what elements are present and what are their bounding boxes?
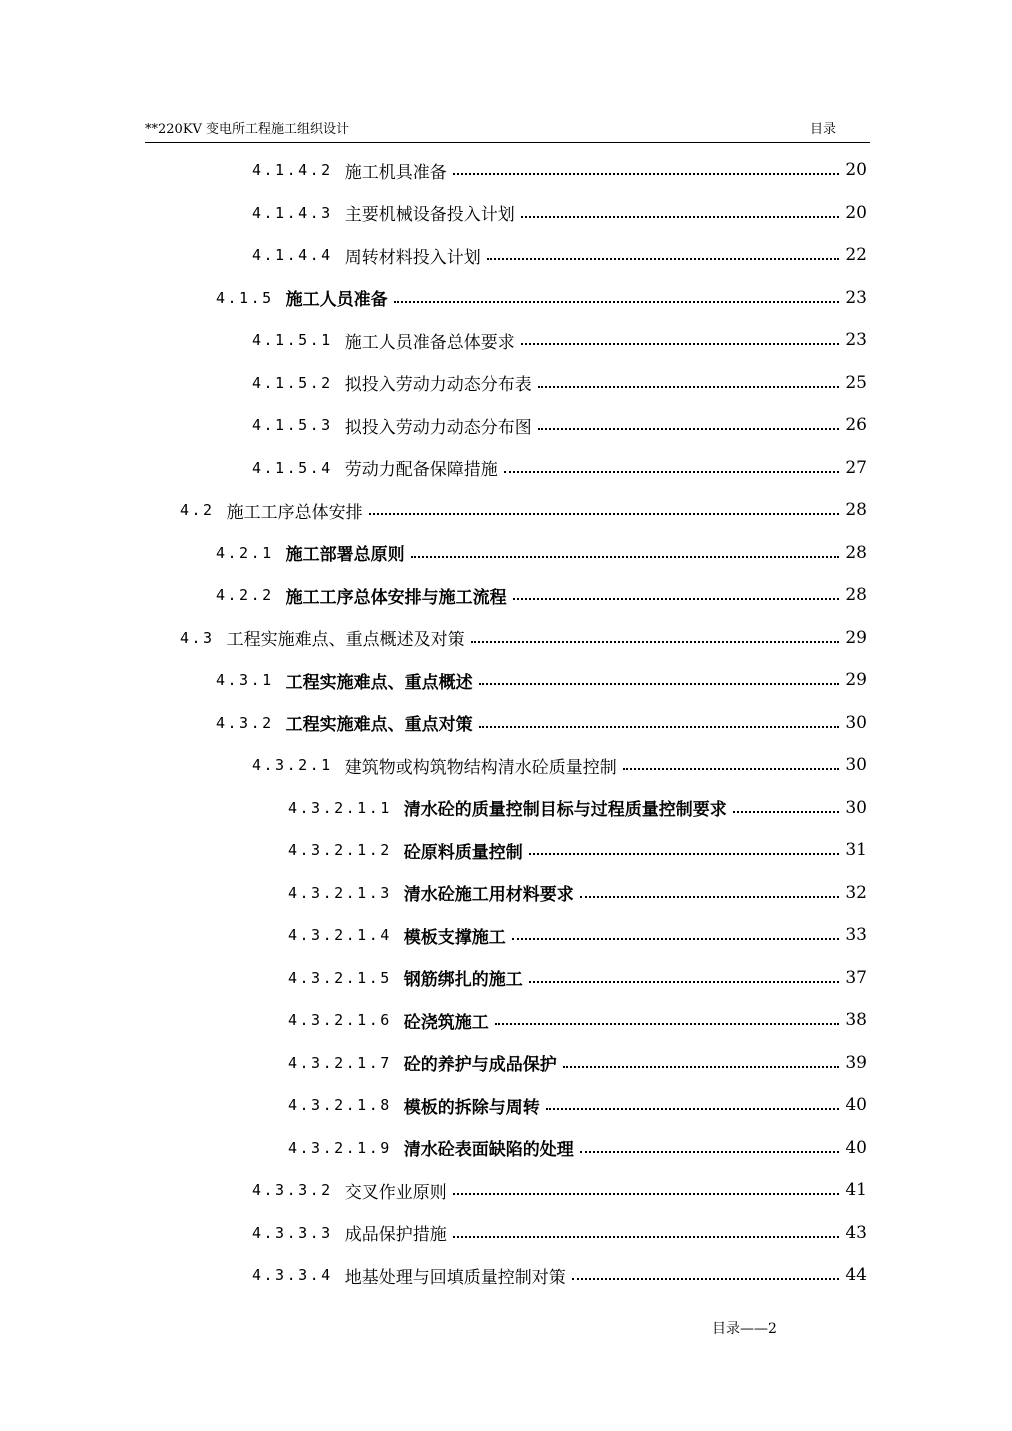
toc-page: 30 xyxy=(845,712,867,733)
toc-entry[interactable] xyxy=(180,489,867,532)
dot-leader xyxy=(411,556,839,558)
dot-leader xyxy=(487,258,839,260)
dot-leader xyxy=(453,173,839,175)
toc-number: 4.3.2.1.3 xyxy=(288,883,392,902)
toc-title: 施工工序总体安排与施工流程 xyxy=(285,587,507,608)
toc-entry[interactable] xyxy=(288,999,867,1042)
toc-entry[interactable] xyxy=(252,1254,867,1297)
toc-number: 4.1.5 xyxy=(216,288,274,307)
toc-title: 施工工序总体安排 xyxy=(226,502,363,523)
toc-number: 4.3.2.1.9 xyxy=(288,1138,392,1157)
dot-leader xyxy=(369,513,839,515)
toc-title: 地基处理与回填质量控制对策 xyxy=(344,1267,566,1288)
document-title: **220KV 变电所工程施工组织设计 xyxy=(145,122,350,137)
toc-page: 26 xyxy=(845,415,867,436)
toc-entry[interactable] xyxy=(216,702,867,745)
toc-number: 4.1.5.3 xyxy=(252,416,333,435)
toc-title: 成品保护措施 xyxy=(344,1225,447,1246)
toc-page: 32 xyxy=(845,882,867,903)
toc-title: 建筑物或构筑物结构清水砼质量控制 xyxy=(344,757,617,778)
toc-title: 钢筋绑扎的施工 xyxy=(403,970,523,991)
toc-entry[interactable] xyxy=(180,617,867,660)
toc-page: 28 xyxy=(845,542,867,563)
toc-entry[interactable] xyxy=(252,447,867,490)
toc-page: 29 xyxy=(845,627,867,648)
toc-entry[interactable] xyxy=(216,532,867,575)
toc-title: 施工人员准备总体要求 xyxy=(344,332,515,353)
toc-number: 4.1.4.3 xyxy=(252,203,333,222)
toc-title: 拟投入劳动力动态分布表 xyxy=(344,375,532,396)
dot-leader xyxy=(479,683,839,685)
toc-title: 工程实施难点、重点对策 xyxy=(285,715,473,736)
toc-number: 4.3.2.1.1 xyxy=(288,798,392,817)
toc-title: 砼原料质量控制 xyxy=(403,842,523,863)
toc-number: 4.3.3.2 xyxy=(252,1181,333,1200)
toc-number: 4.3.3.3 xyxy=(252,1223,333,1242)
page-footer: 目录——2 xyxy=(712,1321,777,1337)
toc-page: 28 xyxy=(845,585,867,606)
toc-title: 模板的拆除与周转 xyxy=(403,1097,540,1118)
dot-leader xyxy=(453,1193,839,1195)
dot-leader xyxy=(471,641,839,643)
toc-page: 38 xyxy=(845,1010,867,1031)
toc-number: 4.3.2.1.8 xyxy=(288,1096,392,1115)
toc-entry[interactable] xyxy=(288,787,867,830)
toc-page: 31 xyxy=(845,840,867,861)
toc-title: 交叉作业原则 xyxy=(344,1182,447,1203)
toc-page: 23 xyxy=(845,287,867,308)
toc-title: 施工机具准备 xyxy=(344,162,447,183)
dot-leader xyxy=(529,981,839,983)
toc-page: 40 xyxy=(845,1095,867,1116)
dot-leader xyxy=(394,301,839,303)
toc-entry[interactable] xyxy=(288,957,867,1000)
toc-entry[interactable] xyxy=(216,659,867,702)
toc-entry[interactable] xyxy=(252,404,867,447)
dot-leader xyxy=(733,811,839,813)
dot-leader xyxy=(538,386,839,388)
toc-title: 工程实施难点、重点概述及对策 xyxy=(226,630,465,651)
toc-title: 工程实施难点、重点概述 xyxy=(285,672,473,693)
toc-page: 22 xyxy=(845,245,867,266)
toc-page: 20 xyxy=(845,160,867,181)
dot-leader xyxy=(580,896,839,898)
toc-title: 主要机械设备投入计划 xyxy=(344,205,515,226)
toc-number: 4.3.2.1.5 xyxy=(288,968,392,987)
toc-page: 37 xyxy=(845,967,867,988)
dot-leader xyxy=(529,853,839,855)
toc-title: 清水砼表面缺陷的处理 xyxy=(403,1140,574,1161)
dot-leader xyxy=(521,343,839,345)
toc-number: 4.3.2.1.6 xyxy=(288,1011,392,1030)
toc-entry[interactable] xyxy=(288,1084,867,1127)
toc-entry[interactable] xyxy=(288,1042,867,1085)
toc-page: 25 xyxy=(845,372,867,393)
toc-entry[interactable] xyxy=(216,574,867,617)
toc-title: 拟投入劳动力动态分布图 xyxy=(344,417,532,438)
dot-leader xyxy=(546,1108,839,1110)
dot-leader xyxy=(538,428,839,430)
toc-number: 4.2.2 xyxy=(216,586,274,605)
toc-page: 33 xyxy=(845,925,867,946)
dot-leader xyxy=(479,726,839,728)
toc-page: 20 xyxy=(845,202,867,223)
dot-leader xyxy=(563,1066,839,1068)
dot-leader xyxy=(521,216,839,218)
dot-leader xyxy=(580,1151,839,1153)
toc-page: 29 xyxy=(845,670,867,691)
toc-title: 砼的养护与成品保护 xyxy=(403,1055,557,1076)
toc-number: 4.3.2.1.2 xyxy=(288,841,392,860)
toc-entry[interactable] xyxy=(252,744,867,787)
toc-number: 4.2.1 xyxy=(216,543,274,562)
toc-number: 4.3 xyxy=(180,628,215,647)
toc-number: 4.3.1 xyxy=(216,671,274,690)
toc-entry[interactable] xyxy=(288,914,867,957)
toc-title: 砼浇筑施工 xyxy=(403,1012,489,1033)
toc-title: 施工人员准备 xyxy=(285,290,388,311)
toc-entry[interactable] xyxy=(288,872,867,915)
toc-title: 周转材料投入计划 xyxy=(344,247,481,268)
toc-entry[interactable] xyxy=(252,319,867,362)
dot-leader xyxy=(513,598,839,600)
toc-page: 41 xyxy=(845,1180,867,1201)
toc-number: 4.3.2 xyxy=(216,713,274,732)
toc-number: 4.3.3.4 xyxy=(252,1266,333,1285)
toc-number: 4.3.2.1.7 xyxy=(288,1053,392,1072)
toc-page: 27 xyxy=(845,457,867,478)
toc-title: 模板支撑施工 xyxy=(403,927,506,948)
toc-page: 28 xyxy=(845,500,867,521)
section-label: 目录 xyxy=(809,122,836,137)
toc-number: 4.1.5.1 xyxy=(252,331,333,350)
toc-title: 清水砼施工用材料要求 xyxy=(403,885,574,906)
toc-entry[interactable] xyxy=(252,234,867,277)
toc-number: 4.3.2.1 xyxy=(252,756,333,775)
toc-entry[interactable] xyxy=(252,149,867,192)
toc-number: 4.1.5.4 xyxy=(252,458,333,477)
toc-entry[interactable] xyxy=(216,277,867,320)
dot-leader xyxy=(572,1278,839,1280)
toc-title: 劳动力配备保障措施 xyxy=(344,460,498,481)
toc-number: 4.2 xyxy=(180,501,215,520)
toc-entry[interactable] xyxy=(252,192,867,235)
toc-page: 40 xyxy=(845,1137,867,1158)
toc-entry[interactable] xyxy=(252,362,867,405)
toc-page: 30 xyxy=(845,797,867,818)
toc-title: 施工部署总原则 xyxy=(285,545,405,566)
dot-leader xyxy=(512,938,839,940)
page-header xyxy=(145,120,870,143)
toc-entry[interactable] xyxy=(288,1127,867,1170)
toc-page: 23 xyxy=(845,330,867,351)
toc-number: 4.1.4.4 xyxy=(252,246,333,265)
toc-entry[interactable] xyxy=(252,1212,867,1255)
toc-number: 4.3.2.1.4 xyxy=(288,926,392,945)
toc-entry[interactable] xyxy=(288,829,867,872)
dot-leader xyxy=(495,1023,839,1025)
toc-number: 4.1.5.2 xyxy=(252,373,333,392)
dot-leader xyxy=(504,471,839,473)
toc-title: 清水砼的质量控制目标与过程质量控制要求 xyxy=(403,800,727,821)
dot-leader xyxy=(453,1236,839,1238)
toc-page: 44 xyxy=(845,1265,867,1286)
toc-page: 43 xyxy=(845,1222,867,1243)
toc-entry[interactable] xyxy=(252,1169,867,1212)
toc-page: 39 xyxy=(845,1052,867,1073)
dot-leader xyxy=(623,768,839,770)
toc-number: 4.1.4.2 xyxy=(252,161,333,180)
toc-page: 30 xyxy=(845,755,867,776)
